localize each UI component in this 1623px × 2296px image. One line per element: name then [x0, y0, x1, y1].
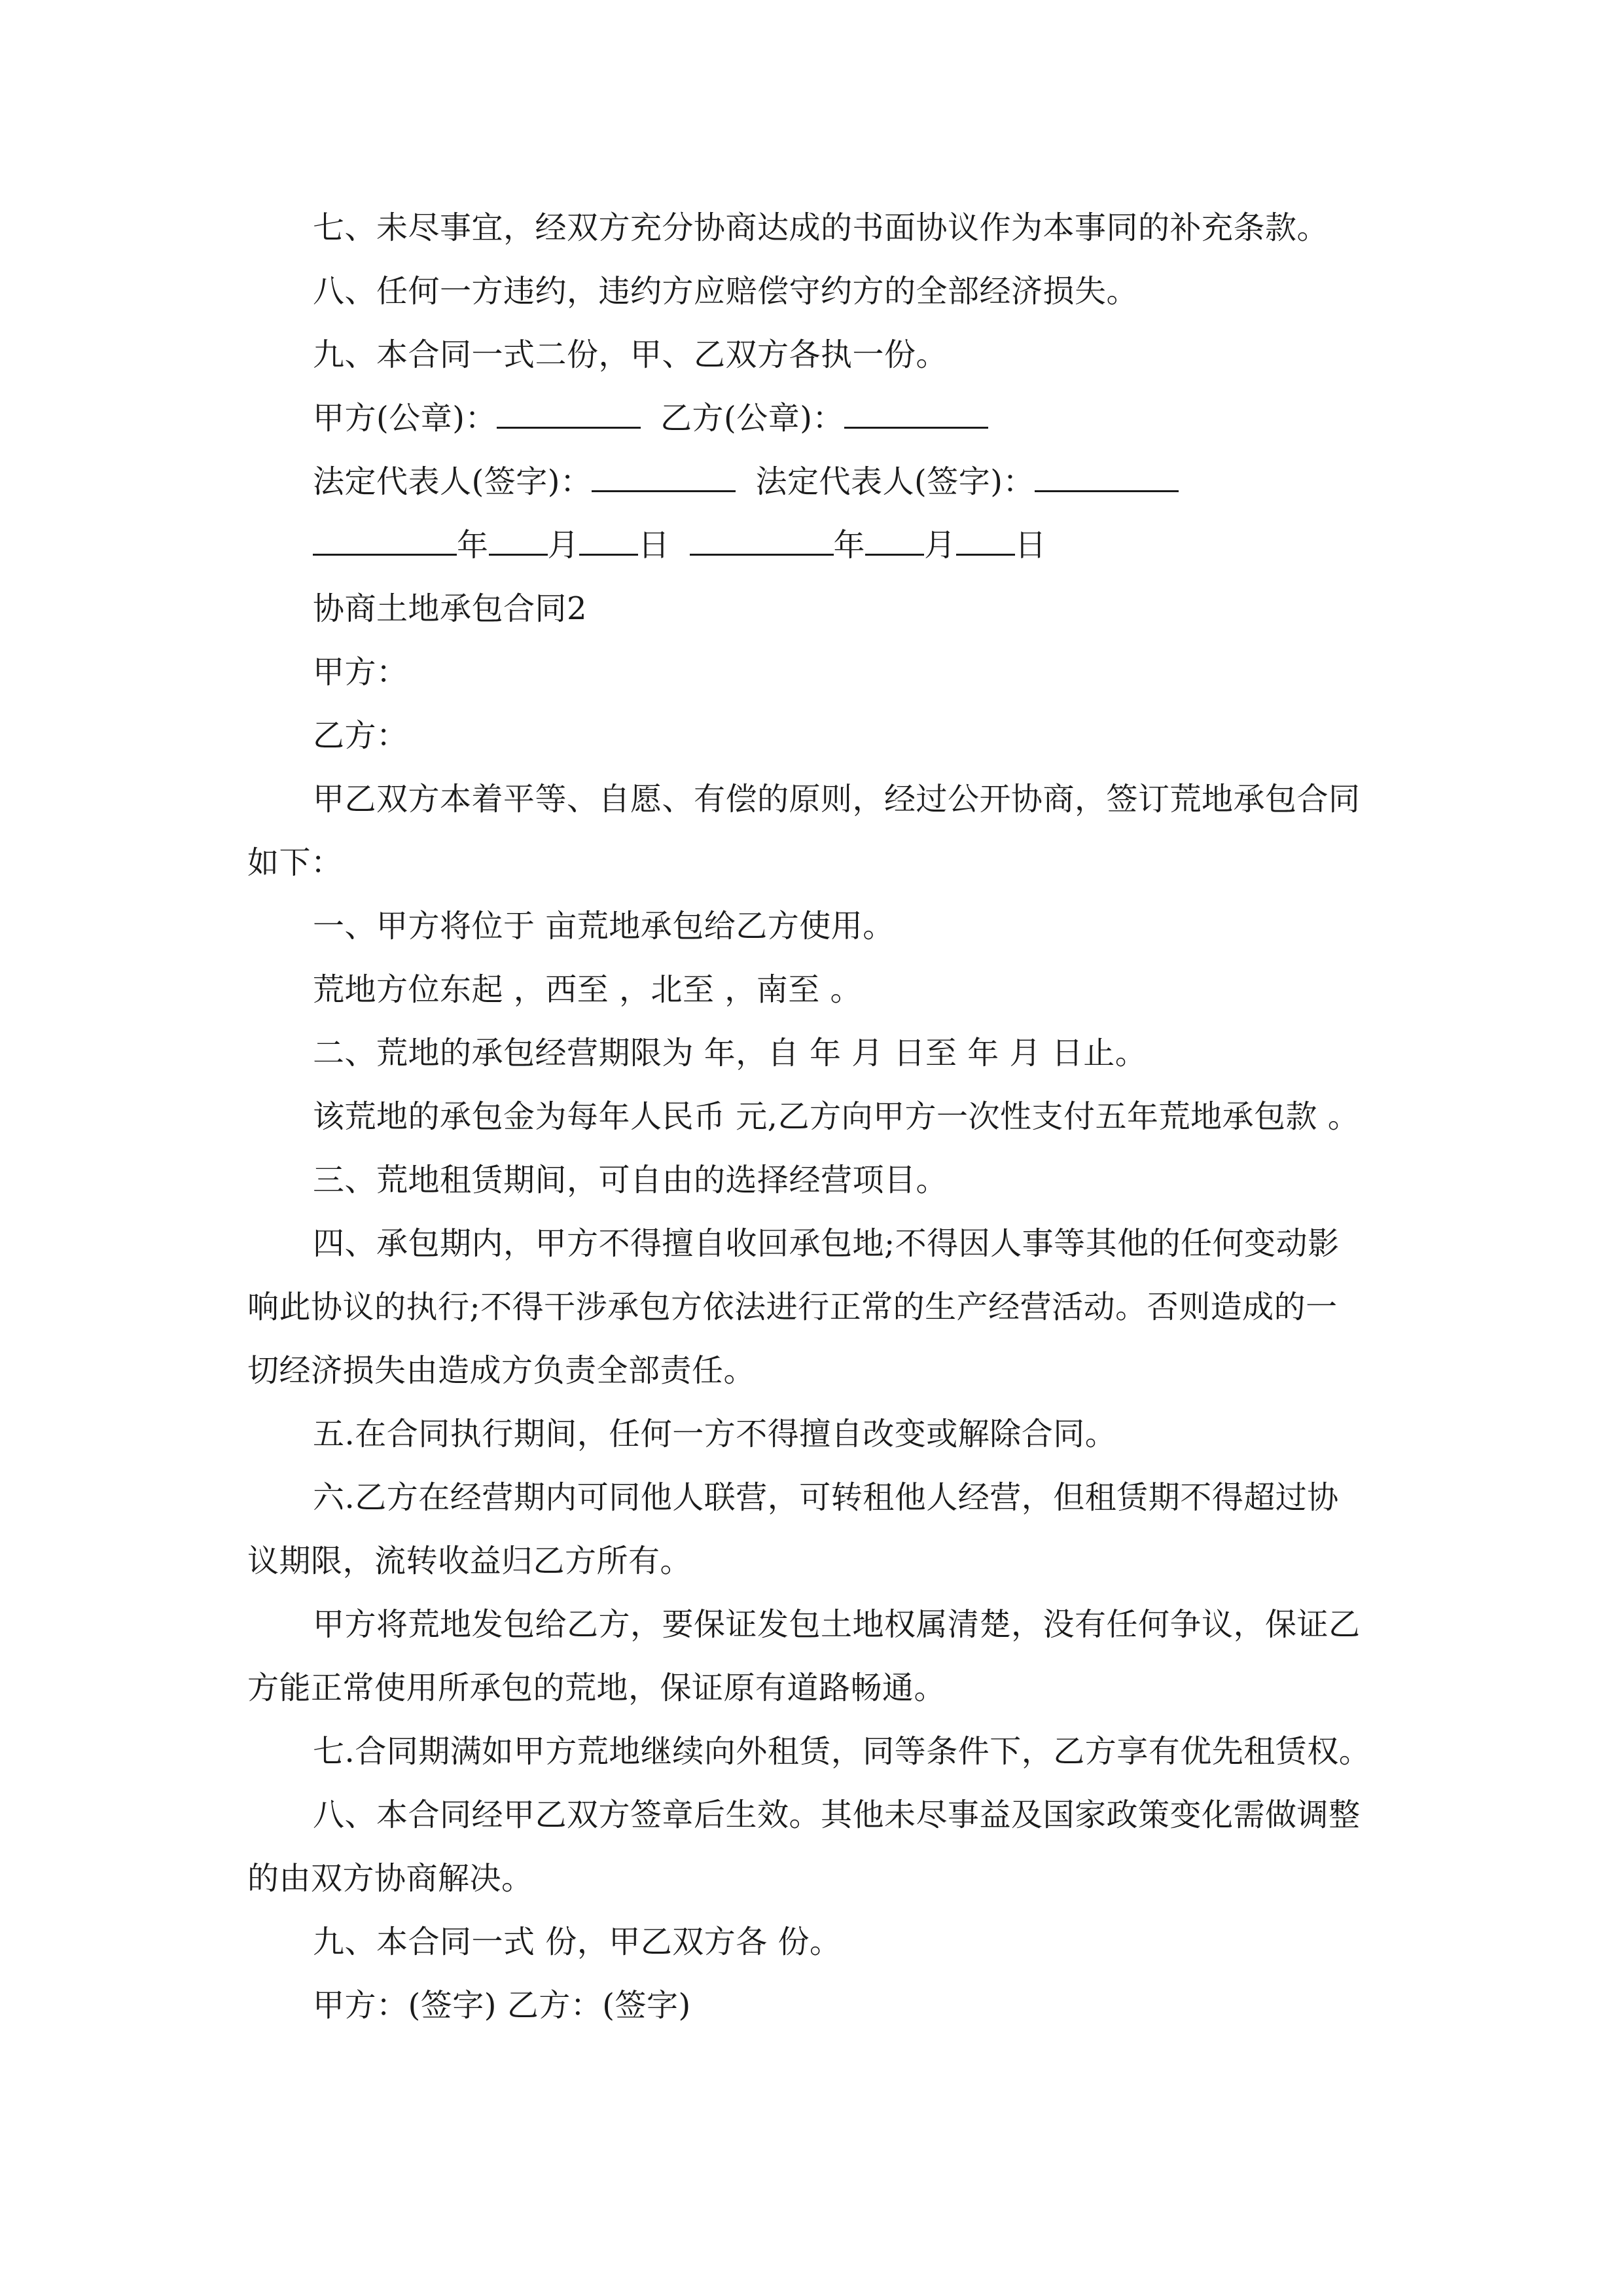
guarantee-line-2: 方能正常使用所承包的荒地，保证原有道路畅通。	[247, 1670, 946, 1706]
rep-b-label: 法定代表人(签字)：	[755, 463, 1035, 500]
date-b-year: 年	[833, 527, 866, 564]
rep-a-blank	[592, 461, 736, 492]
contract-2-clause-2: 二、荒地的承包经营期限为 年，自 年 月 日至 年 月 日止。	[313, 1035, 1147, 1071]
clause-7: 七、未尽事宜，经双方充分协商达成的书面协议作为本事同的补充条款。	[313, 209, 1329, 246]
date-b-day-blank	[956, 525, 1015, 556]
contract-2-clause-6-line-2: 议期限，流转收益归乙方所有。	[247, 1543, 692, 1579]
contract-2-clause-8-line-1: 八、本合同经甲乙双方签章后生效。其他未尽事益及国家政策变化需做调整	[313, 1797, 1361, 1833]
party-b-seal-label: 乙方(公章)：	[660, 400, 844, 437]
land-location: 荒地方位东起 ，西至 ，北至 ，南至 。	[313, 971, 863, 1008]
date-a-month: 月	[547, 527, 580, 564]
intro-line-2: 如下：	[247, 844, 343, 881]
rep-b-blank	[1035, 461, 1179, 492]
party-a-label: 甲方：	[313, 654, 408, 691]
party-a-seal-blank	[497, 398, 641, 429]
contract-2-clause-3: 三、荒地租赁期间，可自由的选择经营项目。	[313, 1162, 948, 1198]
rent-terms: 该荒地的承包金为每年人民币 元,乙方向甲方一次性支付五年荒地承包款 。	[313, 1098, 1360, 1135]
contract-2-clause-9: 九、本合同一式 份，甲乙双方各 份。	[313, 1924, 842, 1960]
date-a-day-blank	[579, 525, 638, 556]
date-b-month-blank	[865, 525, 924, 556]
seal-line	[247, 387, 1399, 450]
document-body	[247, 196, 1399, 2037]
representative-line	[247, 450, 1399, 514]
contract-2-clause-4-line-3: 切经济损失由造成方负责全部责任。	[247, 1352, 756, 1389]
party-a-seal-label: 甲方(公章)：	[313, 400, 497, 437]
contract-2-clause-4-line-2: 响此协议的执行;不得干涉承包方依法进行正常的生产经营活动。否则造成的一	[247, 1289, 1338, 1325]
contract-2-clause-6-line-1: 六.乙方在经营期内可同他人联营，可转租他人经营，但租赁期不得超过协	[313, 1479, 1339, 1516]
guarantee-line-1: 甲方将荒地发包给乙方，要保证发包土地权属清楚，没有任何争议，保证乙	[313, 1606, 1361, 1643]
date-a-month-blank	[489, 525, 548, 556]
contract-2-clause-7: 七.合同期满如甲方荒地继续向外租赁，同等条件下，乙方享有优先租赁权。	[313, 1733, 1371, 1770]
date-b-day: 日	[1014, 527, 1047, 564]
contract-2-clause-5: 五.在合同执行期间，任何一方不得擅自改变或解除合同。	[313, 1416, 1117, 1452]
clause-9: 九、本合同一式二份，甲、乙双方各执一份。	[313, 336, 948, 373]
contract-2-clause-4-line-1: 四、承包期内，甲方不得擅自收回承包地;不得因人事等其他的任何变动影	[313, 1225, 1340, 1262]
party-b-label: 乙方：	[313, 717, 408, 754]
clause-8: 八、任何一方违约，违约方应赔偿守约方的全部经济损失。	[313, 273, 1139, 310]
date-b-month: 月	[924, 527, 956, 564]
contract-2-clause-8-line-2: 的由双方协商解决。	[247, 1860, 533, 1897]
signature-line: 甲方：(签字) 乙方：(签字)	[313, 1987, 691, 2024]
date-a-year-blank	[313, 525, 457, 556]
contract-2-title: 协商土地承包合同2	[313, 590, 588, 627]
party-b-seal-blank	[844, 398, 988, 429]
intro-line-1: 甲乙双方本着平等、自愿、有偿的原则，经过公开协商，签订荒地承包合同	[313, 781, 1361, 817]
rep-a-label: 法定代表人(签字)：	[313, 463, 592, 500]
date-line	[247, 514, 1399, 577]
contract-2-clause-1: 一、甲方将位于 亩荒地承包给乙方使用。	[313, 908, 895, 944]
date-b-year-blank	[690, 525, 834, 556]
date-a-day: 日	[638, 527, 670, 564]
date-a-year: 年	[457, 527, 489, 564]
